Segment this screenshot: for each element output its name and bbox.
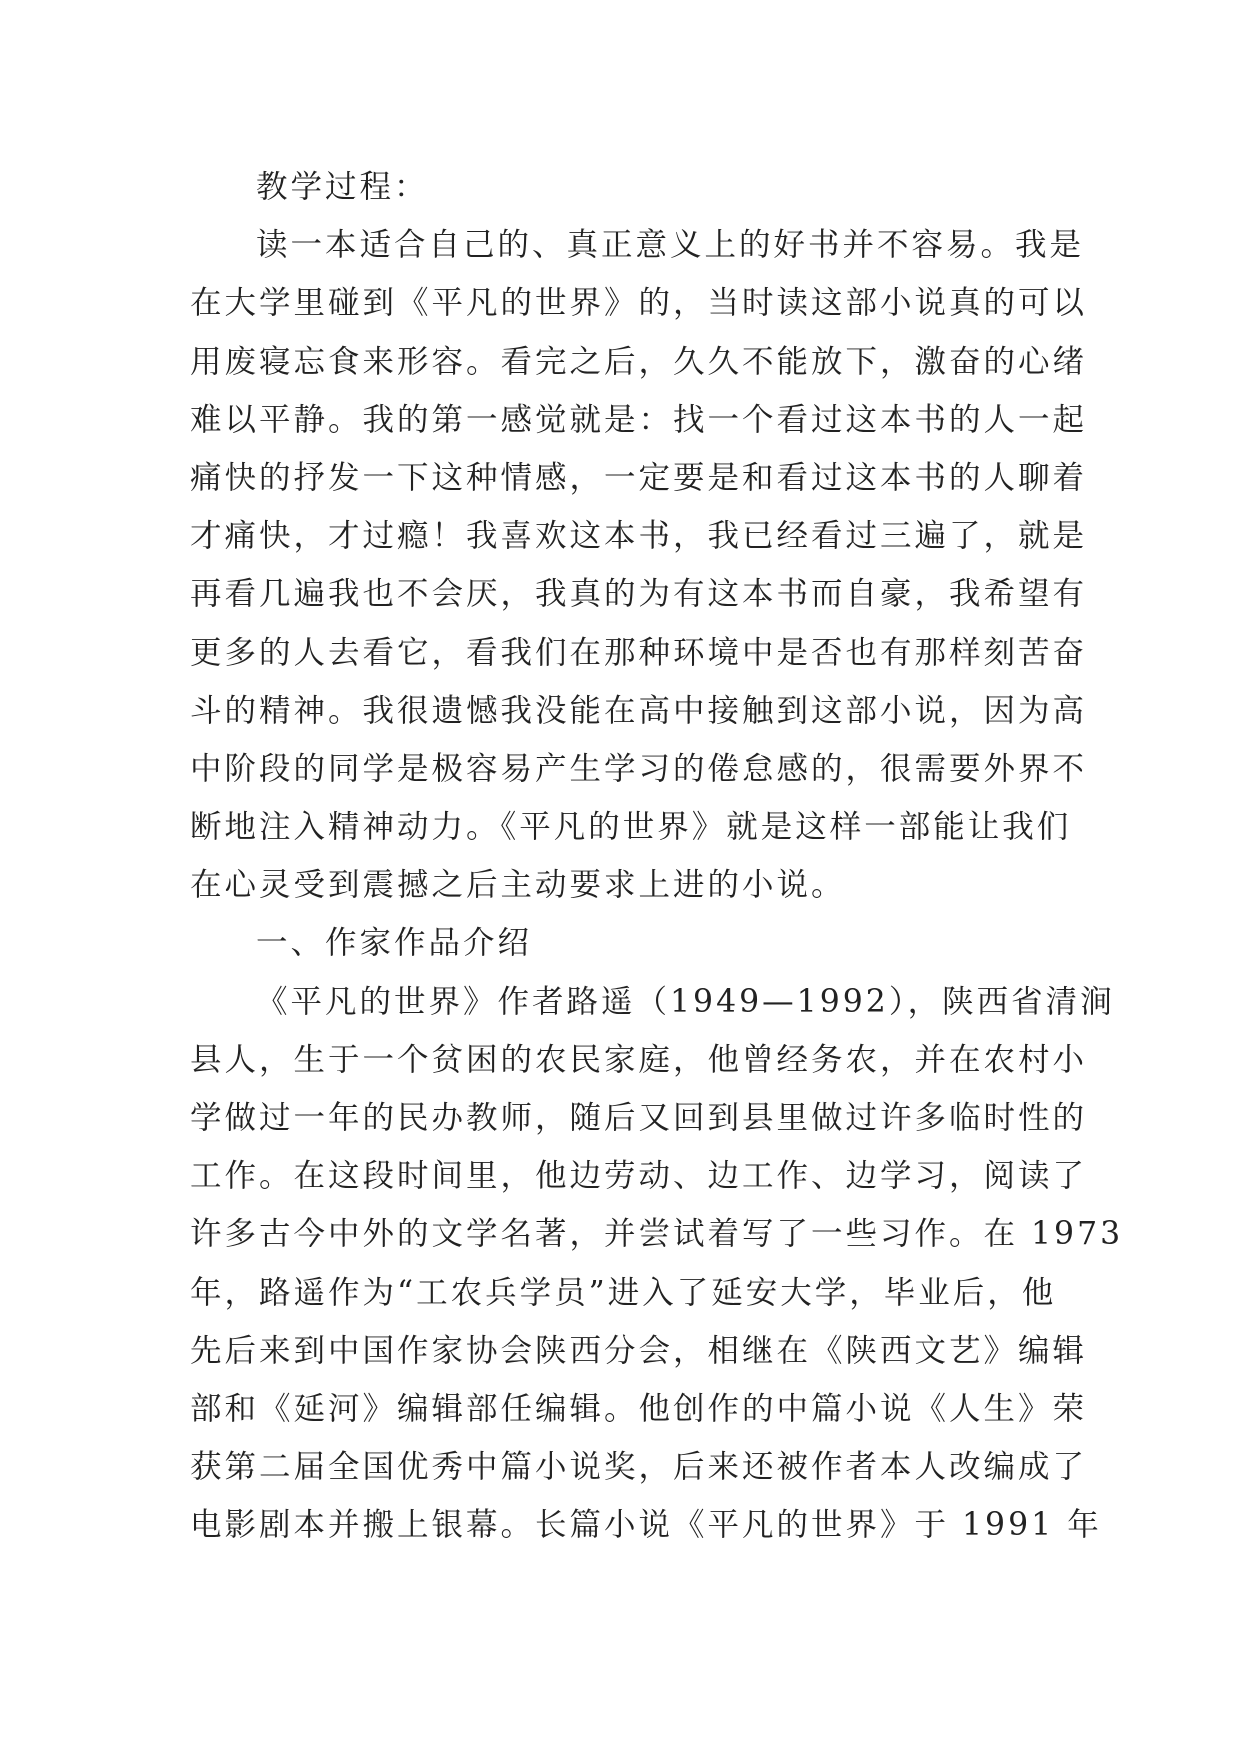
paragraph-line: 在心灵受到震撼之后主动要求上进的小说。: [190, 867, 846, 904]
paragraph-line: 在大学里碰到《平凡的世界》的，当时读这部小说真的可以: [190, 285, 1088, 322]
paragraph-line: 再看几遍我也不会厌，我真的为有这本书而自豪，我希望有: [190, 576, 1088, 613]
paragraph-line: 县人，生于一个贫困的农民家庭，他曾经务农，并在农村小: [190, 1041, 1088, 1078]
paragraph-line: 难以平静。我的第一感觉就是：找一个看过这本书的人一起: [190, 401, 1088, 438]
paragraph-line: 断地注入精神动力。《平凡的世界》就是这样一部能让我们: [190, 809, 1072, 846]
paragraph-line: 用废寝忘食来形容。看完之后，久久不能放下，激奋的心绪: [190, 343, 1088, 380]
document-body: [190, 158, 1124, 1555]
paragraph-line: 工作。在这段时间里，他边劳动、边工作、边学习，阅读了: [190, 1158, 1088, 1195]
paragraph-line: 更多的人去看它，看我们在那种环境中是否也有那样刻苦奋: [190, 634, 1088, 671]
paragraph-line: 读一本适合自己的、真正意义上的好书并不容易。我是: [256, 227, 1085, 264]
paragraph-line: 才痛快，才过瘾！我喜欢这本书，我已经看过三遍了，就是: [190, 518, 1088, 555]
paragraph-line: 中阶段的同学是极容易产生学习的倦怠感的，很需要外界不: [190, 750, 1088, 787]
paragraph-line: 部和《延河》编辑部任编辑。他创作的中篇小说《人生》荣: [190, 1390, 1088, 1427]
paragraph-line: 痛快的抒发一下这种情感，一定要是和看过这本书的人聊着: [190, 459, 1088, 496]
paragraph-line: 电影剧本并搬上银幕。长篇小说《平凡的世界》于 1991 年: [190, 1507, 1102, 1544]
paragraph-line: 《平凡的世界》作者路遥（1949—1992），陕西省清涧: [256, 983, 1115, 1020]
paragraph-line: 获第二届全国优秀中篇小说奖，后来还被作者本人改编成了: [190, 1449, 1088, 1486]
paragraph-line: 斗的精神。我很遗憾我没能在高中接触到这部小说，因为高: [190, 692, 1088, 729]
section-heading-author-intro: 一、作家作品介绍: [256, 925, 533, 962]
paragraph-line: 学做过一年的民办教师，随后又回到县里做过许多临时性的: [190, 1100, 1088, 1136]
section-heading-teaching-process: 教学过程：: [256, 169, 429, 205]
paragraph-line: 许多古今中外的文学名著，并尝试着写了一些习作。在 1973: [190, 1216, 1124, 1253]
paragraph-line: 先后来到中国作家协会陕西分会，相继在《陕西文艺》编辑: [190, 1332, 1088, 1369]
paragraph-line: 年，路遥作为“工农兵学员”进入了延安大学，毕业后，他: [190, 1274, 1057, 1311]
